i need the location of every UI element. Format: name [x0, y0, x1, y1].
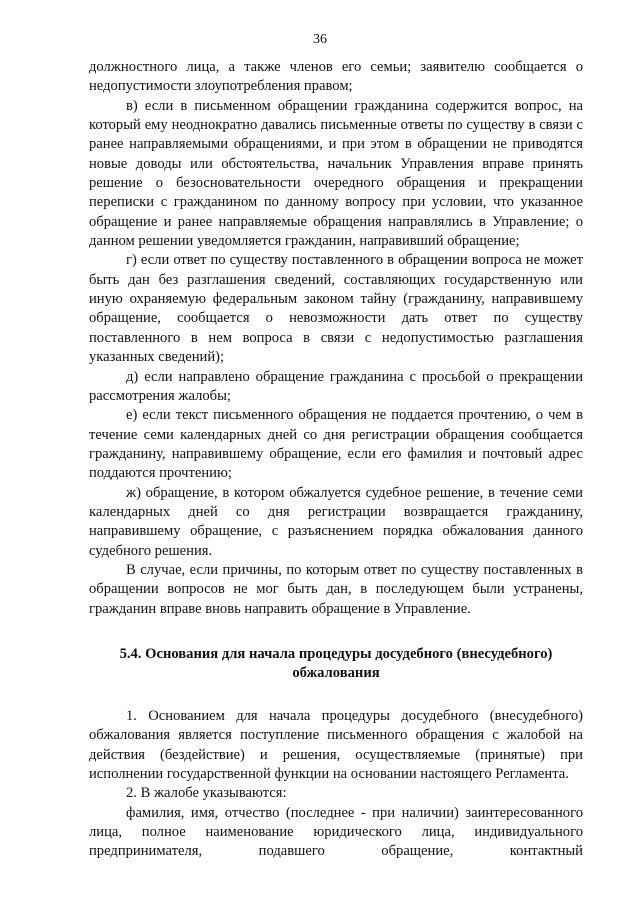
paragraph-item-d: д) если направлено обращение гражданина с просьбой о прекращении рассмотрения жалобы; [89, 368, 583, 404]
paragraph-clause-2: 2. В жалобе указываются: [126, 785, 287, 802]
page-number: 36 [313, 32, 327, 47]
paragraph-complaint-fields: фамилия, имя, отчество (последнее - при наличии) заинтересованного лица, полное наименование юридического лица, индивидуального предпринимателя, подавшего обращение, контактный [89, 804, 583, 860]
section-heading-line-2: обжалования [292, 664, 380, 681]
paragraph-clause-1: 1. Основанием для начала процедуры досудебного (внесудебного) обжалования является поступление письменного обращения с жалобой на действия (бездействие) и решения, осуществляемые (принятые) при исполнении государственной функции на основании настоящего Регламента. [89, 707, 583, 782]
paragraph-item-g: г) если ответ по существу поставленного в обращении вопроса не может быть дан без разглашения сведений, составляющих государственную или иную охраняемую федеральным законом тайну (гражданину, направившему обращение, сообщается о невозможности дать ответ по существу поставленного в нем вопроса в связи с недопустимостью разглашения указанных сведений); [89, 252, 583, 366]
paragraph-resubmission: В случае, если причины, по которым ответ по существу поставленных в обращении вопросов не мог быть дан, в последующем были устранены, гражданин вправе вновь направить обращение в Управление. [89, 561, 583, 617]
document-body [89, 58, 583, 862]
section-heading [89, 645, 583, 683]
paragraph-item-v: в) если в письменном обращении гражданина содержится вопрос, на который ему неоднократно давались письменные ответы по существу в связи с ранее направляемыми обращениями, и при этом в обращении не приводятся новые доводы или обстоятельства, начальник Управления вправе принять решение о безосновательности очередного обращения и прекращении переписки с гражданином по данному вопросу при условии, что указанное обращение и ранее направляемые обращения направлялись в Управление; о данном решении уведомляется гражданин, направивший обращение; [89, 97, 583, 250]
paragraph-continuation: должностного лица, а также членов его семьи; заявителю сообщается о недопустимости злоупотребления правом; [89, 59, 583, 95]
section-heading-line-1: 5.4. Основания для начала процедуры досудебного (внесудебного) [119, 645, 553, 662]
paragraph-item-e: е) если текст письменного обращения не поддается прочтению, о чем в течение семи календарных дней со дня регистрации обращения сообщается гражданину, направившему обращение, если его фамилия и почтовый адрес поддаются прочтению; [89, 407, 583, 482]
paragraph-item-zh: ж) обращение, в котором обжалуется судебное решение, в течение семи календарных дней со дня регистрации возвращается гражданину, направившему обращение, с разъяснением порядка обжалования данного судебного решения. [89, 484, 583, 559]
